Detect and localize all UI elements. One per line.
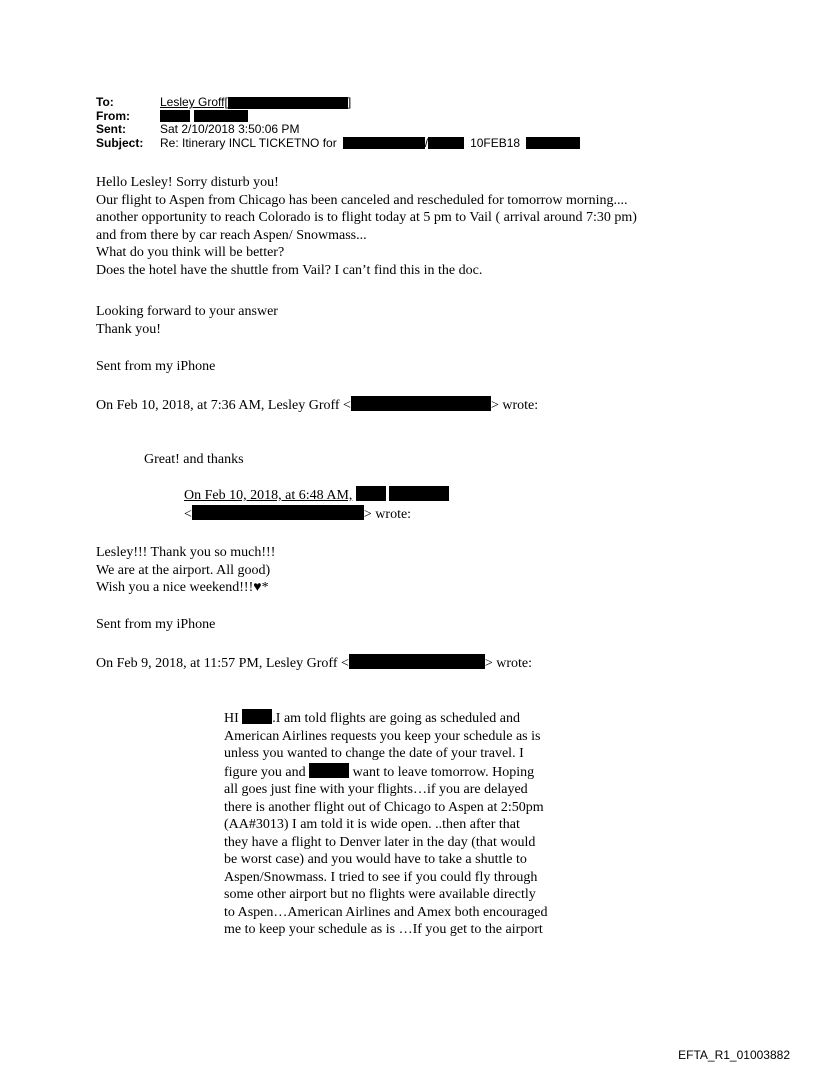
subject-prefix: Re: Itinerary INCL TICKETNO for (160, 135, 337, 150)
redaction-box (194, 110, 248, 122)
subject-slash: / (424, 135, 429, 150)
to-name: Lesley Groff[ (160, 95, 228, 109)
message-closing (96, 303, 278, 338)
sent-row (96, 123, 580, 137)
message-line: me to keep your schedule as is …If you get to the airport (224, 922, 543, 937)
redaction-box (349, 654, 485, 669)
redaction-box (526, 137, 580, 149)
quote-prefix: On Feb 9, 2018, at 11:57 PM, Lesley Groff < (96, 656, 349, 671)
quote-suffix: > wrote: (363, 506, 412, 522)
message-line: all goes just fine with your flights…if you are delayed (224, 782, 528, 797)
message-line: and from there by car reach Aspen/ Snowmass... (96, 227, 367, 243)
subject-label: Subject: (96, 135, 144, 150)
message-line: they have a flight to Denver later in the day (that would (224, 834, 536, 850)
redaction-box (242, 709, 272, 724)
redaction-box (192, 505, 364, 520)
subject-date: 10FEB18 (470, 135, 521, 150)
from-row (96, 110, 580, 124)
message-line: Does the hotel have the shuttle from Vail? I can’t find this in the doc. (96, 262, 483, 278)
message-line: What do you think will be better? (96, 245, 285, 260)
redaction-box (356, 486, 386, 501)
message-body (224, 709, 547, 939)
document-id: EFTA_R1_01003882 (678, 1048, 790, 1062)
sent-label: Sent: (96, 122, 126, 136)
message-line: Our flight to Aspen from Chicago has been canceled and rescheduled for tomorrow morning.... (96, 192, 628, 208)
quote-prefix: On Feb 10, 2018, at 6:48 AM, (184, 488, 353, 503)
to-close: ] (347, 95, 352, 109)
redaction-box (343, 137, 425, 149)
message-line: (AA#3013) I am told it is wide open. ..then after that (224, 817, 520, 832)
email-header (96, 96, 580, 150)
closing-line: Looking forward to your answer (96, 304, 278, 319)
message-line: American Airlines requests you keep your schedule as is (224, 728, 541, 744)
quote-suffix: > wrote: (490, 398, 539, 413)
message-line: be worst case) and you would have to take a shuttle to (224, 852, 527, 867)
subject-row (96, 137, 580, 151)
message-line: to Aspen…American Airlines and Amex both encouraged (224, 904, 548, 920)
message-line: Aspen/Snowmass. I tried to see if you could fly through (224, 869, 538, 885)
redaction-box (228, 97, 348, 109)
message-body (96, 544, 275, 597)
redaction-box (428, 137, 464, 149)
quote-header (96, 396, 538, 415)
signature: Sent from my iPhone (96, 359, 216, 374)
message-line: We are at the airport. All good) (96, 562, 271, 578)
message-line: Hello Lesley! Sorry disturb you! (96, 175, 279, 190)
message-line: another opportunity to reach Colorado is to flight today at 5 pm to Vail ( arrival around 7:30 pm) (96, 210, 637, 225)
sent-value: Sat 2/10/2018 3:50:06 PM (160, 122, 300, 136)
quote-prefix: On Feb 10, 2018, at 7:36 AM, Lesley Groff < (96, 398, 351, 413)
from-label: From: (96, 108, 130, 123)
message-line: some other airport but no flights were available directly (224, 887, 536, 902)
redaction-box (160, 110, 190, 122)
to-row (96, 96, 580, 110)
message-line: want to leave tomorrow. Hoping (352, 764, 535, 780)
message-line: unless you wanted to change the date of your travel. I (224, 746, 524, 761)
redaction-box (389, 486, 449, 501)
to-label: To: (96, 95, 114, 109)
message-line: there is another flight out of Chicago to Aspen at 2:50pm (224, 799, 544, 815)
quote-suffix: > wrote: (484, 656, 533, 671)
redaction-box (309, 763, 349, 778)
quote-header (96, 654, 532, 673)
signature: Sent from my iPhone (96, 617, 216, 632)
message-line: figure you and (224, 764, 306, 780)
message-body (96, 174, 637, 279)
message-line: Wish you a nice weekend!!!♥* (96, 580, 269, 595)
message-line: HI (224, 711, 239, 726)
redaction-box (351, 396, 491, 411)
closing-line: Thank you! (96, 321, 161, 337)
message-line: Lesley!!! Thank you so much!!! (96, 545, 276, 560)
quote-header (184, 486, 449, 523)
message-line: .I am told flights are going as scheduled and (272, 711, 520, 726)
quote-body: Great! and thanks (144, 452, 244, 467)
quote-lt: < (184, 506, 192, 522)
